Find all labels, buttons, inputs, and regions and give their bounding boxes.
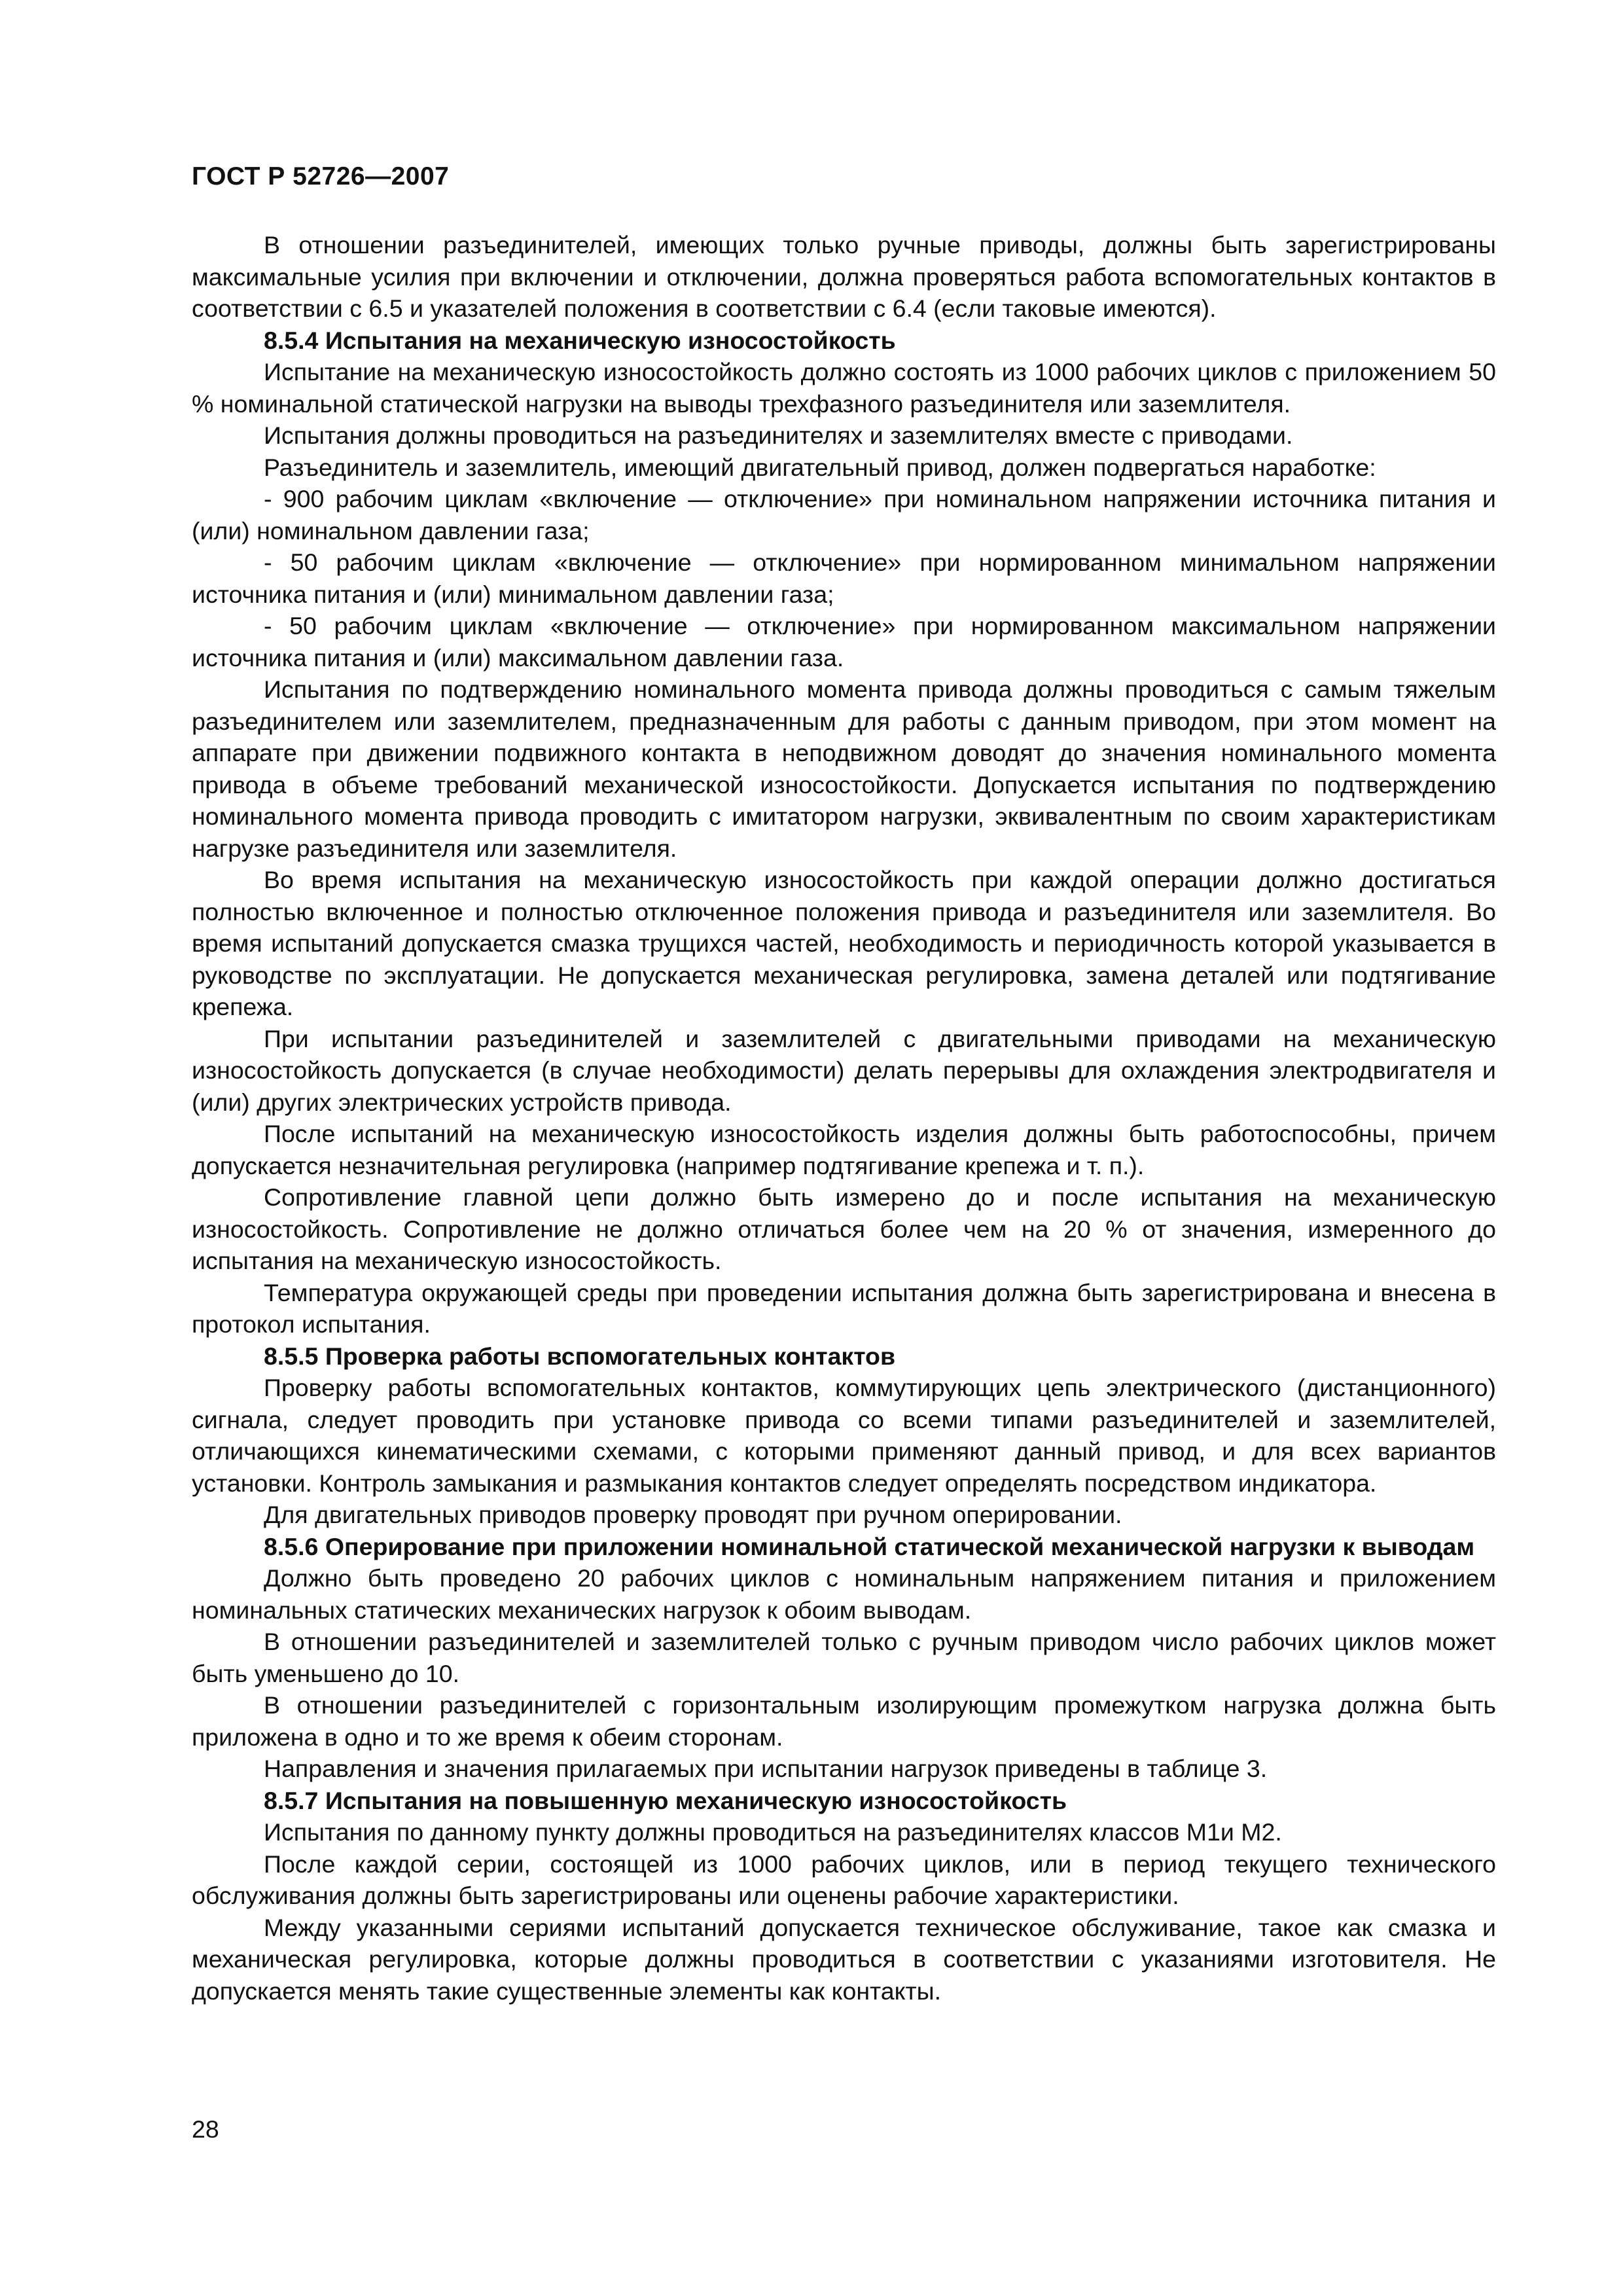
paragraph: Разъединитель и заземлитель, имеющий двигательный привод, должен подвергаться наработке: xyxy=(264,453,1376,481)
section-heading-8-5-5: 8.5.5 Проверка работы вспомогательных контактов xyxy=(264,1342,896,1370)
paragraph: Сопротивление главной цепи должно быть измерено до и после испытания на механическую износостойкость. Сопротивление не должно отличаться более чем на 20 % от значения, измеренного до испытания на механическую износостойкость. xyxy=(192,1183,1496,1274)
list-item: - 50 рабочим циклам «включение — отключение» при нормированном максимальном напряжении источника питания и (или) максимальном давлении газа. xyxy=(192,612,1496,672)
paragraph: Испытания по подтверждению номинального момента привода должны проводиться с самым тяжелым разъединителем или заземлителем, предназначенным для работы с данным приводом, при этом момент на аппарате при движении подвижного контакта в неподвижном доводят до значения номинального момента привода в объеме требований механической износостойкости. Допускается испытания по подтверждению номинального момента привода проводить с имитатором нагрузки, эквивалентным по своим характеристикам нагрузке разъединителя или заземлителя. xyxy=(192,675,1496,862)
paragraph: Между указанными сериями испытаний допускается техническое обслуживание, такое как смазка и механическая регулировка, которые должны проводиться в соответствии с указаниями изготовителя. Не допускается менять такие существенные элементы как контакты. xyxy=(192,1913,1496,2005)
section-heading-8-5-6: 8.5.6 Оперирование при приложении номинальной статической механической нагрузки к выводам xyxy=(264,1532,1475,1560)
paragraph: Испытания должны проводиться на разъединителях и заземлителях вместе с приводами. xyxy=(264,422,1293,449)
paragraph: Направления и значения прилагаемых при испытании нагрузок приведены в таблице 3. xyxy=(264,1755,1268,1782)
paragraph: В отношении разъединителей, имеющих только ручные приводы, должны быть зарегистрированы максимальные усилия при включении и отключении, должна проверяться работа вспомогательных контактов в соответствии с 6.5 и указателей положения в соответствии с 6.4 (если таковые имеются). xyxy=(192,231,1496,322)
section-heading-8-5-7: 8.5.7 Испытания на повышенную механическую износостойкость xyxy=(264,1786,1067,1814)
paragraph: Должно быть проведено 20 рабочих циклов с номинальным напряжением питания и приложением номинальных статических механических нагрузок к обоим выводам. xyxy=(192,1564,1496,1624)
page-number: 28 xyxy=(192,2115,219,2143)
paragraph: После каждой серии, состоящей из 1000 рабочих циклов, или в период текущего технического обслуживания должны быть зарегистрированы или оценены рабочие характеристики. xyxy=(192,1850,1496,1909)
paragraph: При испытании разъединителей и заземлителей с двигательными приводами на механическую износостойкость допускается (в случае необходимости) делать перерывы для охлаждения электродвигателя и (или) других электрических устройств привода. xyxy=(192,1024,1496,1116)
list-item: - 50 рабочим циклам «включение — отключение» при нормированном минимальном напряжении источника питания и (или) минимальном давлении газа; xyxy=(192,548,1496,608)
document-header: ГОСТ Р 52726—2007 xyxy=(192,162,450,190)
paragraph: В отношении разъединителей с горизонтальным изолирующим промежутком нагрузка должна быть приложена в одно и то же время к обеим сторонам. xyxy=(192,1691,1496,1751)
paragraph: Температура окружающей среды при проведении испытания должна быть зарегистрирована и внесена в протокол испытания. xyxy=(192,1278,1496,1338)
paragraph: Во время испытания на механическую износостойкость при каждой операции должно достигаться полностью включенное и полностью отключенное положения привода и разъединителя или заземлителя. Во время испытаний допускается смазка трущихся частей, необходимость и периодичность которой указывается в руководстве по эксплуатации. Не допускается механическая регулировка, замена деталей или подтягивание крепежа. xyxy=(192,866,1496,1020)
paragraph: Проверку работы вспомогательных контактов, коммутирующих цепь электрического (дистанционного) сигнала, следует проводить при установке привода со всеми типами разъединителей и заземлителей, отличающихся кинематическими схемами, с которыми применяют данный привод, и для всех вариантов установки. Контроль замыкания и размыкания контактов следует определять посредством индикатора. xyxy=(192,1374,1496,1497)
paragraph: Испытание на механическую износостойкость должно состоять из 1000 рабочих циклов с приложением 50 % номинальной статической нагрузки на выводы трехфазного разъединителя или заземлителя. xyxy=(192,358,1496,418)
paragraph: Для двигательных приводов проверку проводят при ручном оперировании. xyxy=(264,1501,1122,1528)
paragraph: После испытаний на механическую износостойкость изделия должны быть работоспособны, причем допускается незначительная регулировка (например подтягивание крепежа и т. п.). xyxy=(192,1120,1496,1179)
page-body xyxy=(192,229,1496,2007)
paragraph: В отношении разъединителей и заземлителей только с ручным приводом число рабочих циклов может быть уменьшено до 10. xyxy=(192,1628,1496,1687)
list-item: - 900 рабочим циклам «включение — отключение» при номинальном напряжении источника питания и (или) номинальном давлении газа; xyxy=(192,485,1496,545)
section-heading-8-5-4: 8.5.4 Испытания на механическую износостойкость xyxy=(264,326,896,354)
paragraph: Испытания по данному пункту должны проводиться на разъединителях классов М1и М2. xyxy=(264,1818,1282,1846)
